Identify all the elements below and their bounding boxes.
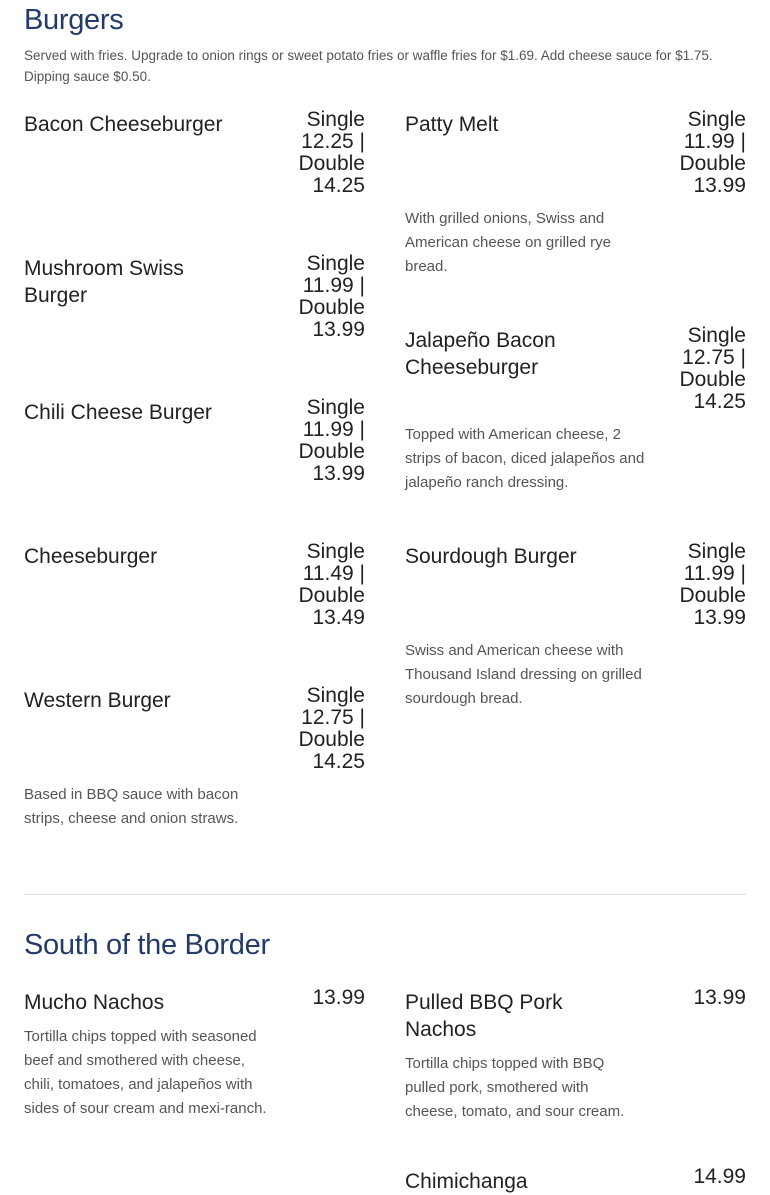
section-description-burgers: Served with fries. Upgrade to onion rings or sweet potato fries or waffle fries for $1.69. Add cheese sauce for $1.75. Dipping sauce $0.50. (24, 48, 713, 84)
section-title-south-of-the-border: South of the Border (24, 929, 270, 961)
item-name: Mushroom Swiss Burger (24, 257, 184, 307)
item-price: 14.99 (693, 1165, 746, 1188)
item-name: Sourdough Burger (405, 545, 577, 568)
item-name: Chili Cheese Burger (24, 401, 212, 424)
item-price: Single 12.75 | Double 14.25 (298, 684, 365, 773)
item-price: Single 11.99 | Double 13.99 (679, 108, 746, 197)
item-name: Western Burger (24, 689, 171, 712)
item-name: Patty Melt (405, 113, 499, 136)
item-name: Jalapeño Bacon Cheeseburger (405, 329, 556, 379)
item-name: Mucho Nachos (24, 991, 165, 1014)
item-description: Topped with American cheese, 2 strips of bacon, diced jalapeños and jalapeño ranch dressing. (405, 426, 645, 491)
item-price: Single 11.99 | Double 13.99 (298, 396, 365, 485)
item-price: Single 12.25 | Double 14.25 (298, 108, 365, 197)
item-description: With grilled onions, Swiss and American cheese on grilled rye bread. (405, 210, 611, 275)
item-price: Single 11.99 | Double 13.99 (679, 540, 746, 629)
item-price: 13.99 (312, 986, 365, 1009)
item-description: Based in BBQ sauce with bacon strips, cheese and onion straws. (24, 786, 239, 827)
item-price: 13.99 (693, 986, 746, 1009)
item-name: Chimichanga (405, 1170, 528, 1193)
item-name: Bacon Cheeseburger (24, 113, 223, 136)
section-title-burgers: Burgers (24, 4, 124, 36)
section-divider (24, 894, 746, 895)
item-price: Single 12.75 | Double 14.25 (679, 324, 746, 413)
item-price: Single 11.49 | Double 13.49 (298, 540, 365, 629)
item-name: Cheeseburger (24, 545, 158, 568)
item-price: Single 11.99 | Double 13.99 (298, 252, 365, 341)
item-description: Tortilla chips topped with BBQ pulled pork, smothered with cheese, tomato, and sour cream. (405, 1055, 625, 1120)
item-name: Pulled BBQ Pork Nachos (405, 991, 563, 1041)
item-description: Tortilla chips topped with seasoned beef and smothered with cheese, chili, tomatoes, and jalapeños with sides of sour cream and mexi-ranch. (24, 1028, 267, 1117)
item-description: Swiss and American cheese with Thousand Island dressing on grilled sourdough bread. (405, 642, 642, 707)
